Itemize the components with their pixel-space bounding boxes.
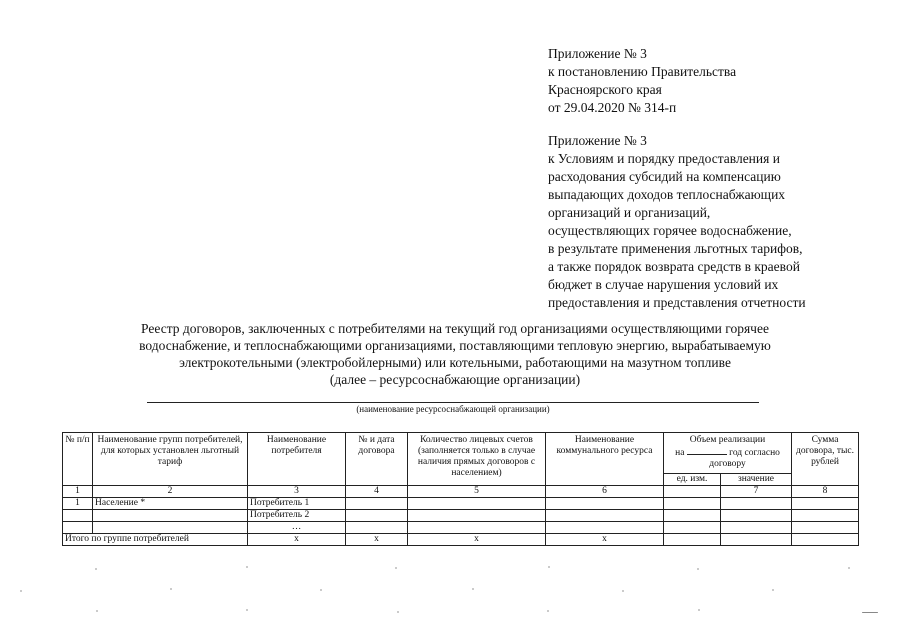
row-group: Население *: [93, 498, 248, 510]
header-volume-period: [666, 446, 789, 459]
row-cell: [346, 498, 408, 510]
column-number: 4: [346, 486, 408, 498]
row-group: [93, 522, 248, 534]
organization-name-line: [147, 402, 759, 403]
row-consumer: Потребитель 2: [248, 510, 346, 522]
row-cell: [792, 522, 859, 534]
row-cell: [546, 498, 664, 510]
scan-dot: [547, 610, 549, 612]
scan-dot: [772, 589, 774, 591]
row-consumer: Потребитель 1: [248, 498, 346, 510]
total-accounts: х: [408, 534, 546, 546]
row-num: 1: [63, 498, 93, 510]
scan-dot: [548, 566, 550, 568]
row-consumer: …: [248, 522, 346, 534]
column-number-row: [63, 486, 859, 498]
annex-line: Приложение № 3: [548, 46, 647, 61]
annex-block-conditions: [548, 132, 878, 312]
annex-line: Красноярского края: [548, 82, 662, 97]
title-line: Реестр договоров, заключенных с потребителями на текущий год организациями осуществляющими горячее: [141, 321, 769, 336]
row-cell: [346, 522, 408, 534]
header-volume-title: Объем реализации: [689, 435, 766, 445]
row-cell: [721, 522, 792, 534]
row-cell: [346, 510, 408, 522]
scan-dot: [395, 567, 397, 569]
header-value: значение: [721, 473, 792, 485]
table-row: [63, 522, 859, 534]
annex-line: выпадающих доходов теплоснабжающих: [548, 187, 786, 202]
scan-dot: [20, 590, 22, 592]
total-cell: [664, 534, 721, 546]
registry-table: [62, 432, 859, 546]
annex-line: к постановлению Правительства: [548, 64, 737, 79]
column-number: 3: [248, 486, 346, 498]
scan-dot: [397, 611, 399, 613]
column-number: 2: [93, 486, 248, 498]
table-row: [63, 498, 859, 510]
year-blank-line: [687, 446, 727, 455]
scan-dot: [246, 609, 248, 611]
row-cell: [408, 510, 546, 522]
header-contract: № и дата договора: [346, 433, 408, 486]
column-number: 1: [63, 486, 93, 498]
header-volume-bottom: договору: [709, 459, 746, 469]
total-row: [63, 534, 859, 546]
row-cell: [546, 522, 664, 534]
annex-line: организаций и организаций,: [548, 205, 711, 220]
row-cell: [792, 510, 859, 522]
header-volume: [664, 433, 792, 474]
annex-line: осуществляющих горячее водоснабжение,: [548, 223, 792, 238]
annex-line: расходования субсидий на компенсацию: [548, 169, 781, 184]
scan-dot: [862, 612, 878, 613]
title-line: (далее – ресурсоснабжающие организации): [329, 372, 581, 387]
header-sum: Сумма договора, тыс. рублей: [792, 433, 859, 486]
table-row: [63, 510, 859, 522]
annex-block-decree: [548, 45, 878, 117]
total-label: Итого по группе потребителей: [63, 534, 248, 546]
annex-line: Приложение № 3: [548, 133, 647, 148]
annex-line: от 29.04.2020 № 314-п: [548, 100, 677, 115]
header-resource: Наименование коммунального ресурса: [546, 433, 664, 486]
scan-dot: [320, 589, 322, 591]
scan-dot: [472, 588, 474, 590]
title-line: водоснабжение, и теплоснабжающими организациями, поставляющими тепловую энергию, вырабатываемую: [139, 338, 771, 353]
title-line: электрокотельными (электробойлерными) или котельными, работающими на мазутном топливе: [179, 355, 731, 370]
row-cell: [664, 498, 721, 510]
column-number: 6: [546, 486, 664, 498]
row-cell: [546, 510, 664, 522]
annex-line: предоставления и представления отчетности: [548, 295, 806, 310]
column-number: 5: [408, 486, 546, 498]
total-cell: [721, 534, 792, 546]
row-cell: [792, 498, 859, 510]
column-number: 8: [792, 486, 859, 498]
header-volume-prefix: на: [675, 448, 685, 458]
header-group: Наименование групп потребителей, для которых установлен льготный тариф: [93, 433, 248, 486]
annex-line: в результате применения льготных тарифов,: [548, 241, 803, 256]
scan-dot: [95, 568, 97, 570]
total-consumer: х: [248, 534, 346, 546]
row-cell: [408, 498, 546, 510]
scan-dot: [96, 610, 98, 612]
header-unit: ед. изм.: [664, 473, 721, 485]
row-num: [63, 510, 93, 522]
column-number-empty: [664, 486, 721, 498]
header-num: № п/п: [63, 433, 93, 486]
header-consumer: Наименование потребителя: [248, 433, 346, 486]
header-accounts: Количество лицевых счетов (заполняется только в случае наличия прямых договоров с населением): [408, 433, 546, 486]
annex-line: бюджет в случае нарушения условий их: [548, 277, 779, 292]
scan-dot: [848, 567, 850, 569]
row-cell: [721, 510, 792, 522]
row-cell: [408, 522, 546, 534]
scan-dot: [170, 588, 172, 590]
scan-dot: [246, 566, 248, 568]
annex-line: а также порядок возврата средств в краевой: [548, 259, 800, 274]
document-title: [60, 320, 850, 388]
scan-noise: [0, 562, 901, 622]
scan-dot: [698, 609, 700, 611]
row-num: [63, 522, 93, 534]
column-number: 7: [721, 486, 792, 498]
organization-name-caption: (наименование ресурсоснабжающей организации): [356, 404, 550, 414]
row-cell: [664, 510, 721, 522]
header-volume-suffix: год согласно: [729, 448, 780, 458]
scan-dot: [622, 590, 624, 592]
row-cell: [721, 498, 792, 510]
row-group: [93, 510, 248, 522]
annex-line: к Условиям и порядку предоставления и: [548, 151, 780, 166]
row-cell: [664, 522, 721, 534]
total-cell: [792, 534, 859, 546]
total-contract: х: [346, 534, 408, 546]
scan-dot: [697, 568, 699, 570]
total-resource: х: [546, 534, 664, 546]
